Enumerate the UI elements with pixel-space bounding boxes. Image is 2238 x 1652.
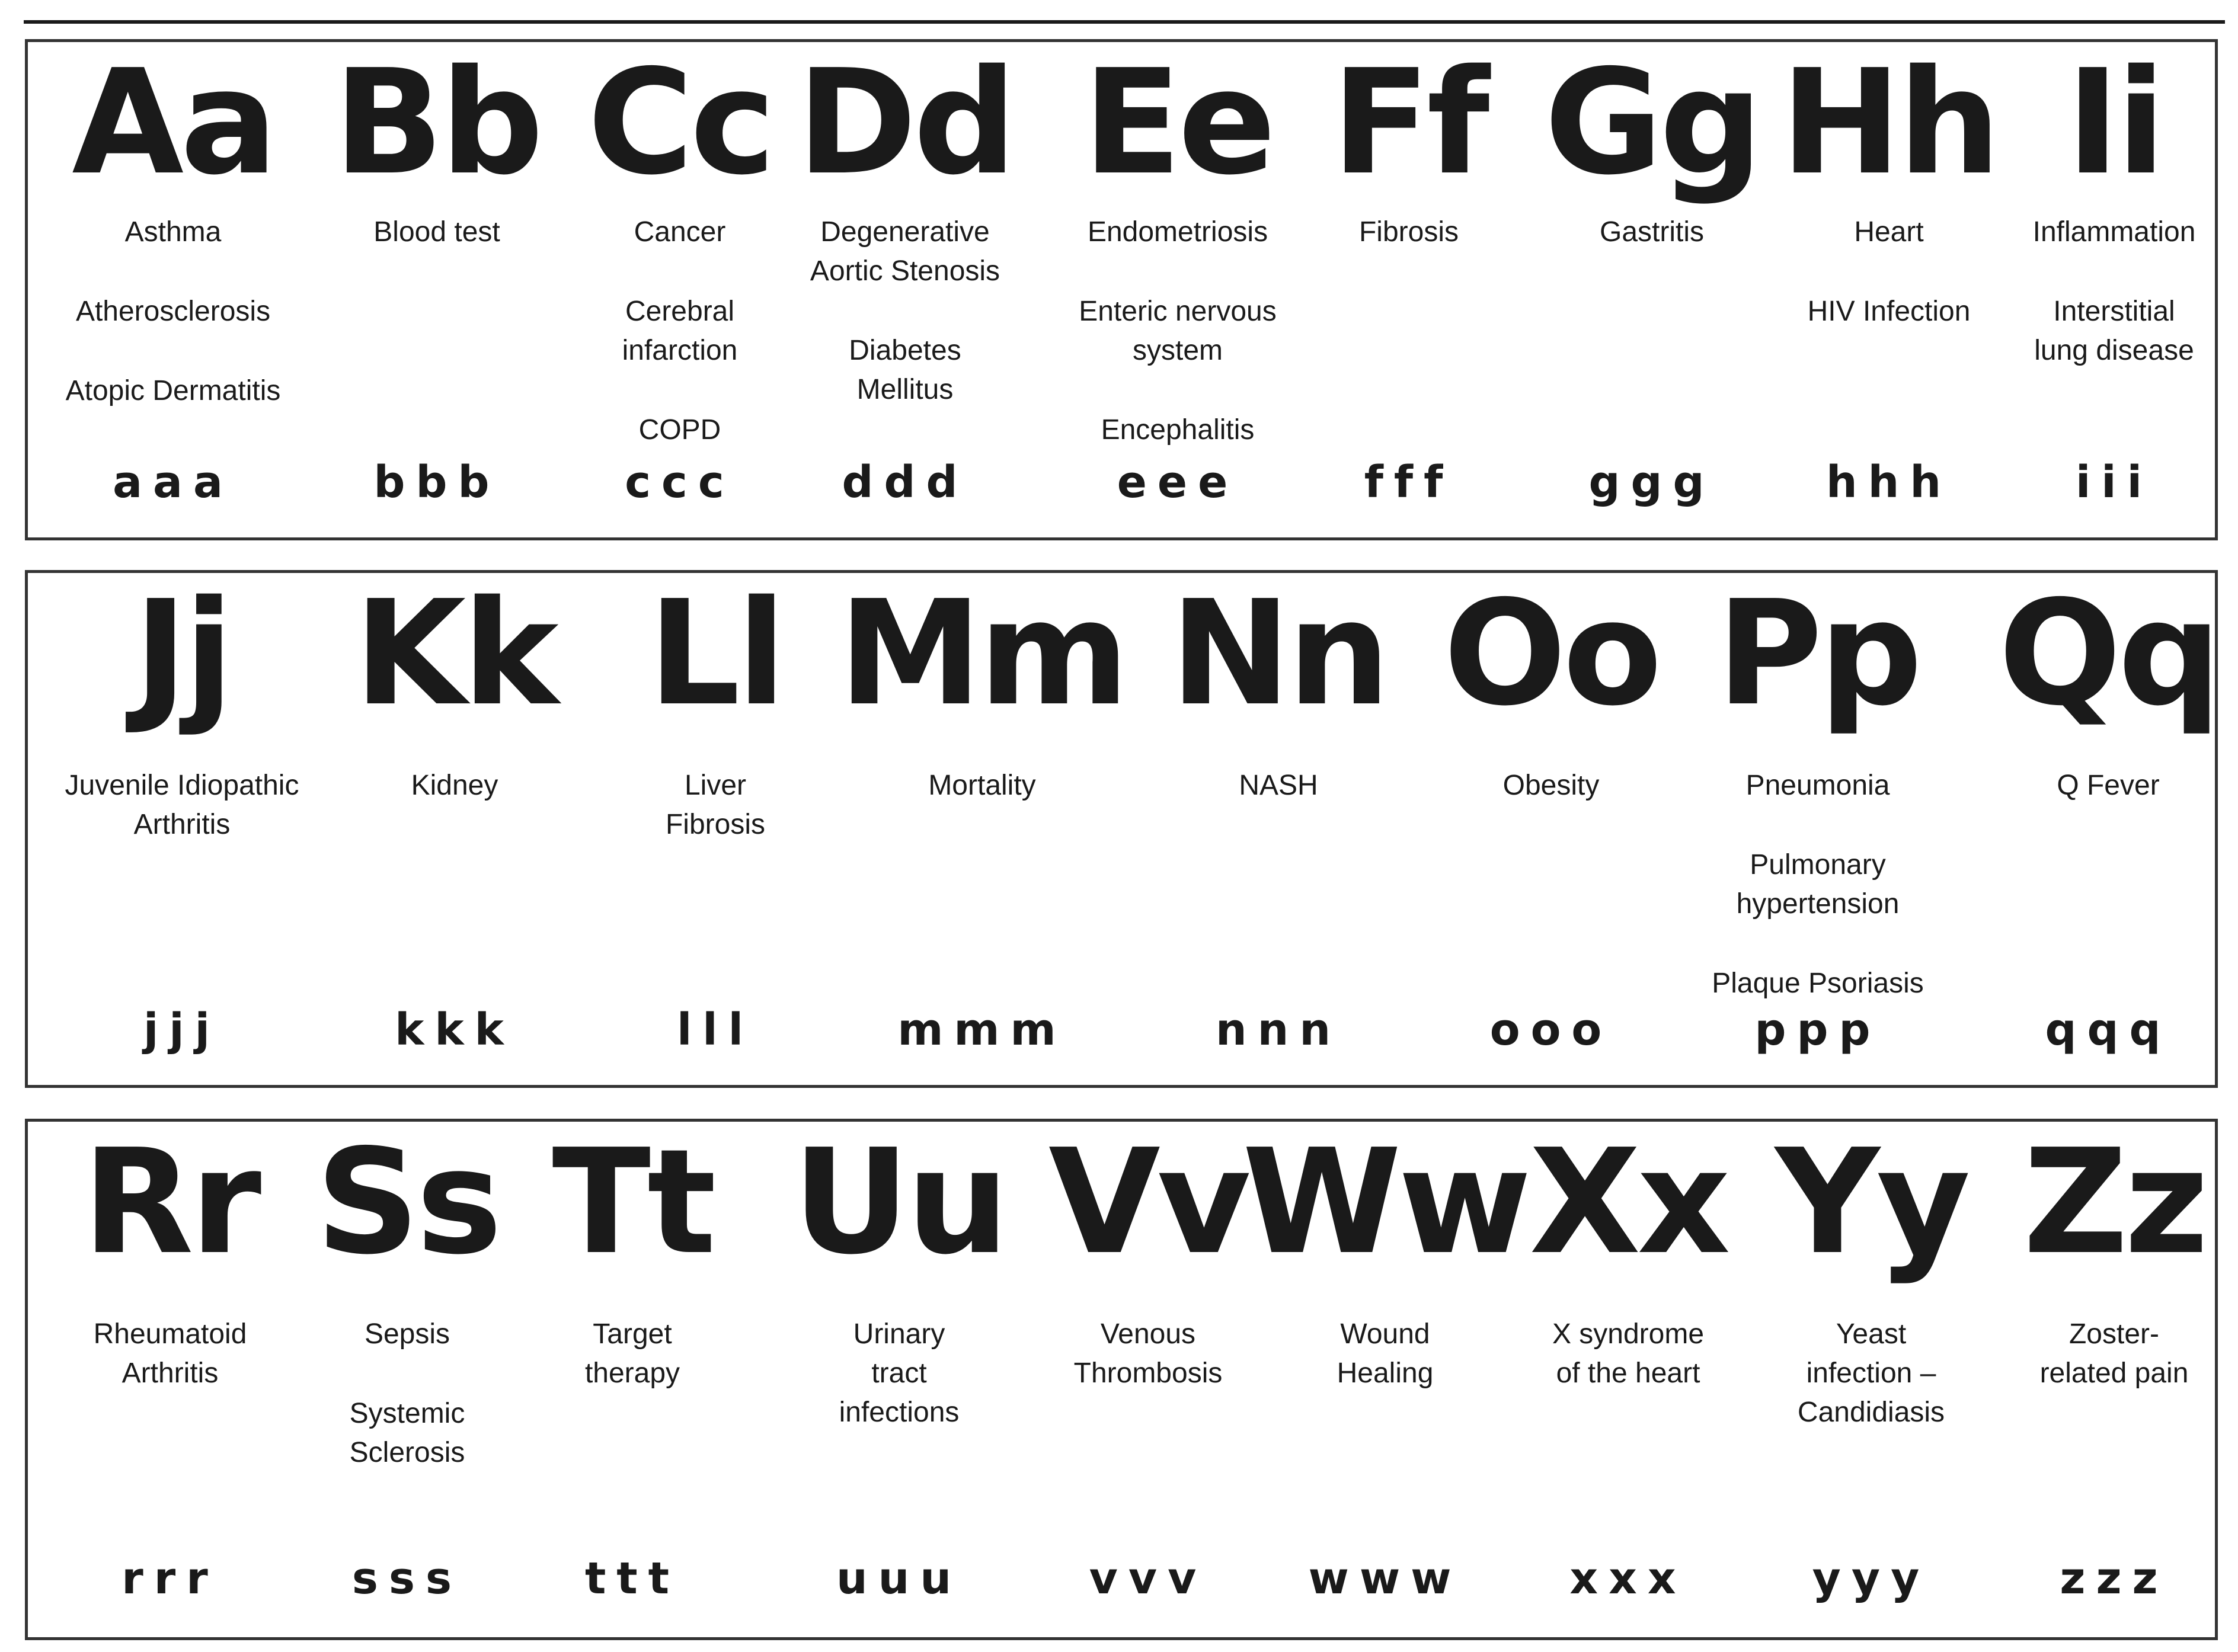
big-letter-pair: Pp	[1716, 569, 1919, 738]
letter-column-g	[1521, 39, 1782, 537]
letter-column-q	[1978, 569, 2238, 1085]
letter-column-s	[277, 1118, 538, 1637]
lowercase-practice-letters: uuu	[836, 1553, 963, 1604]
lowercase-practice-letters: mmm	[897, 1004, 1067, 1055]
big-letter-pair: Nn	[1170, 569, 1387, 738]
letter-column-o	[1421, 569, 1681, 1085]
medical-term: Pulmonary hypertension	[1736, 849, 1900, 920]
medical-term: Rheumatoid Arthritis	[93, 1318, 247, 1389]
term-list	[1278, 213, 1539, 292]
lowercase-practice-letters: vvv	[1089, 1553, 1207, 1604]
big-letter-pair: Ll	[648, 569, 783, 738]
term-list	[1741, 1315, 2002, 1472]
medical-term: Degenerative Aortic Stenosis	[810, 216, 1000, 287]
medical-term: Blood test	[373, 216, 500, 248]
lowercase-practice-letters: ppp	[1754, 1004, 1881, 1055]
big-letter-pair: Cc	[587, 39, 772, 207]
medical-term: Sepsis	[364, 1318, 450, 1350]
term-list	[1421, 766, 1681, 846]
letter-column-r	[40, 1118, 300, 1637]
medical-term: Heart	[1854, 216, 1924, 248]
term-list	[852, 766, 1112, 846]
letter-column-w	[1242, 1118, 1529, 1637]
big-letter-pair: Zz	[2023, 1118, 2205, 1286]
alphabet-panel-j-q	[25, 570, 2218, 1088]
letter-column-z	[1984, 1118, 2238, 1637]
lowercase-practice-letters: yyy	[1812, 1553, 1930, 1604]
medical-term: Kidney	[411, 770, 498, 801]
medical-term: Urinary tract infections	[839, 1318, 960, 1428]
letter-column-b	[306, 39, 567, 537]
medical-term: Plaque Psoriasis	[1712, 968, 1924, 999]
medical-term: Diabetes Mellitus	[849, 335, 961, 405]
lowercase-practice-letters: ggg	[1588, 457, 1715, 508]
lowercase-practice-letters: eee	[1117, 457, 1239, 508]
lowercase-practice-letters: hhh	[1825, 457, 1952, 508]
term-list	[1984, 1315, 2238, 1433]
medical-term: HIV Infection	[1807, 296, 1971, 327]
letter-column-p	[1687, 569, 1948, 1085]
letter-column-f	[1278, 39, 1539, 537]
term-list	[43, 213, 303, 451]
big-letter-pair: Qq	[1998, 569, 2218, 738]
letter-column-h	[1759, 39, 2019, 537]
medical-term: Gastritis	[1599, 216, 1704, 248]
letter-column-x	[1498, 1118, 1759, 1637]
big-letter-pair: Yy	[1775, 1118, 1967, 1286]
big-letter-pair: Ii	[2066, 39, 2163, 207]
lowercase-practice-letters: xxx	[1569, 1553, 1687, 1604]
lowercase-practice-letters: zzz	[2060, 1553, 2169, 1604]
big-letter-pair: Vv	[1048, 1118, 1248, 1286]
letter-column-a	[43, 39, 303, 537]
lowercase-practice-letters: kkk	[395, 1004, 514, 1055]
term-list	[324, 766, 585, 846]
medical-term: Interstitial lung disease	[2034, 296, 2194, 366]
term-list	[52, 766, 312, 885]
term-list	[1018, 1315, 1278, 1433]
letter-column-d	[775, 39, 1035, 537]
term-list	[1984, 213, 2238, 411]
big-letter-pair: Rr	[82, 1118, 258, 1286]
letter-column-u	[769, 1118, 1030, 1637]
big-letter-pair: Uu	[792, 1118, 1006, 1286]
lowercase-practice-letters: jjj	[143, 1004, 221, 1055]
big-letter-pair: Hh	[1780, 39, 1997, 207]
term-list	[1759, 213, 2019, 372]
lowercase-practice-letters: bbb	[373, 457, 500, 508]
lowercase-practice-letters: fff	[1364, 457, 1454, 508]
letter-column-n	[1148, 569, 1409, 1085]
medical-term: Pneumonia	[1745, 770, 1890, 801]
medical-term: Systemic Sclerosis	[349, 1398, 465, 1468]
alphabet-panel-r-z	[25, 1119, 2218, 1640]
medical-term: Juvenile Idiopathic Arthritis	[65, 770, 299, 840]
lowercase-practice-letters: ddd	[842, 457, 968, 508]
big-letter-pair: Tt	[552, 1118, 713, 1286]
medical-term: NASH	[1239, 770, 1318, 801]
medical-term: COPD	[638, 414, 721, 446]
term-list	[1687, 766, 1948, 1043]
big-letter-pair: Xx	[1529, 1118, 1727, 1286]
lowercase-practice-letters: ttt	[584, 1553, 680, 1604]
letter-column-t	[502, 1118, 763, 1637]
term-list	[1255, 1315, 1516, 1433]
lowercase-practice-letters: nnn	[1215, 1004, 1342, 1055]
lowercase-practice-letters: sss	[351, 1553, 463, 1604]
medical-term: Atopic Dermatitis	[65, 375, 281, 406]
letter-column-l	[585, 569, 846, 1085]
big-letter-pair: Jj	[133, 569, 231, 738]
term-list	[306, 213, 567, 292]
term-list	[1978, 766, 2238, 846]
medical-term: Yeast infection – Candidiasis	[1797, 1318, 1945, 1428]
medical-term: Q Fever	[2057, 770, 2160, 801]
big-letter-pair: Ee	[1082, 39, 1273, 207]
lowercase-practice-letters: ooo	[1489, 1004, 1613, 1055]
letter-column-k	[324, 569, 585, 1085]
alphabet-panel-a-i	[25, 39, 2218, 540]
big-letter-pair: Ww	[1242, 1118, 1529, 1286]
big-letter-pair: Bb	[333, 39, 541, 207]
letter-column-c	[549, 39, 810, 537]
big-letter-pair: Ss	[315, 1118, 499, 1286]
term-list	[502, 1315, 763, 1433]
big-letter-pair: Ff	[1331, 39, 1486, 207]
lowercase-practice-letters: rrr	[122, 1553, 219, 1604]
top-rule	[24, 20, 2225, 24]
lowercase-practice-letters: www	[1308, 1553, 1462, 1604]
letter-column-i	[1984, 39, 2238, 537]
lowercase-practice-letters: iii	[2075, 457, 2153, 508]
term-list	[1148, 766, 1409, 846]
term-list	[1521, 213, 1782, 292]
medical-term: Atherosclerosis	[75, 296, 271, 327]
medical-term: Fibrosis	[1358, 216, 1459, 248]
term-list	[277, 1315, 538, 1513]
term-list	[549, 213, 810, 490]
medical-term: Cancer	[634, 216, 726, 248]
term-list	[1498, 1315, 1759, 1433]
medical-term: Obesity	[1502, 770, 1600, 801]
medical-term: Liver Fibrosis	[665, 770, 766, 840]
medical-term: X syndrome of the heart	[1552, 1318, 1705, 1389]
letter-column-v	[1018, 1118, 1278, 1637]
big-letter-pair: Aa	[72, 39, 274, 207]
lowercase-practice-letters: lll	[676, 1004, 754, 1055]
term-list	[775, 213, 1035, 450]
big-letter-pair: Oo	[1443, 569, 1659, 738]
term-list	[585, 766, 846, 885]
letter-column-y	[1741, 1118, 2002, 1637]
letter-column-m	[838, 569, 1126, 1085]
term-list	[40, 1315, 300, 1433]
medical-term: Venous Thrombosis	[1073, 1318, 1223, 1389]
medical-term: Target therapy	[584, 1318, 680, 1389]
medical-term: Inflammation	[2032, 216, 2196, 248]
medical-term: Wound Healing	[1337, 1318, 1434, 1389]
term-list	[769, 1315, 1030, 1472]
big-letter-pair: Dd	[797, 39, 1014, 207]
medical-term: Cerebral infarction	[622, 296, 738, 366]
big-letter-pair: Mm	[838, 569, 1126, 738]
lowercase-practice-letters: aaa	[113, 457, 234, 508]
medical-term: Endometriosis	[1087, 216, 1268, 248]
medical-term: Asthma	[124, 216, 222, 248]
term-list	[1047, 213, 1308, 490]
big-letter-pair: Gg	[1544, 39, 1760, 207]
medical-term: Enteric nervous system	[1079, 296, 1277, 366]
letter-column-e	[1047, 39, 1308, 537]
medical-term: Encephalitis	[1101, 414, 1255, 446]
medical-term: Mortality	[928, 770, 1036, 801]
lowercase-practice-letters: ccc	[625, 457, 735, 508]
big-letter-pair: Kk	[354, 569, 555, 738]
lowercase-practice-letters: qqq	[2045, 1004, 2172, 1055]
letter-column-j	[52, 569, 312, 1085]
medical-term: Zoster- related pain	[2039, 1318, 2189, 1389]
